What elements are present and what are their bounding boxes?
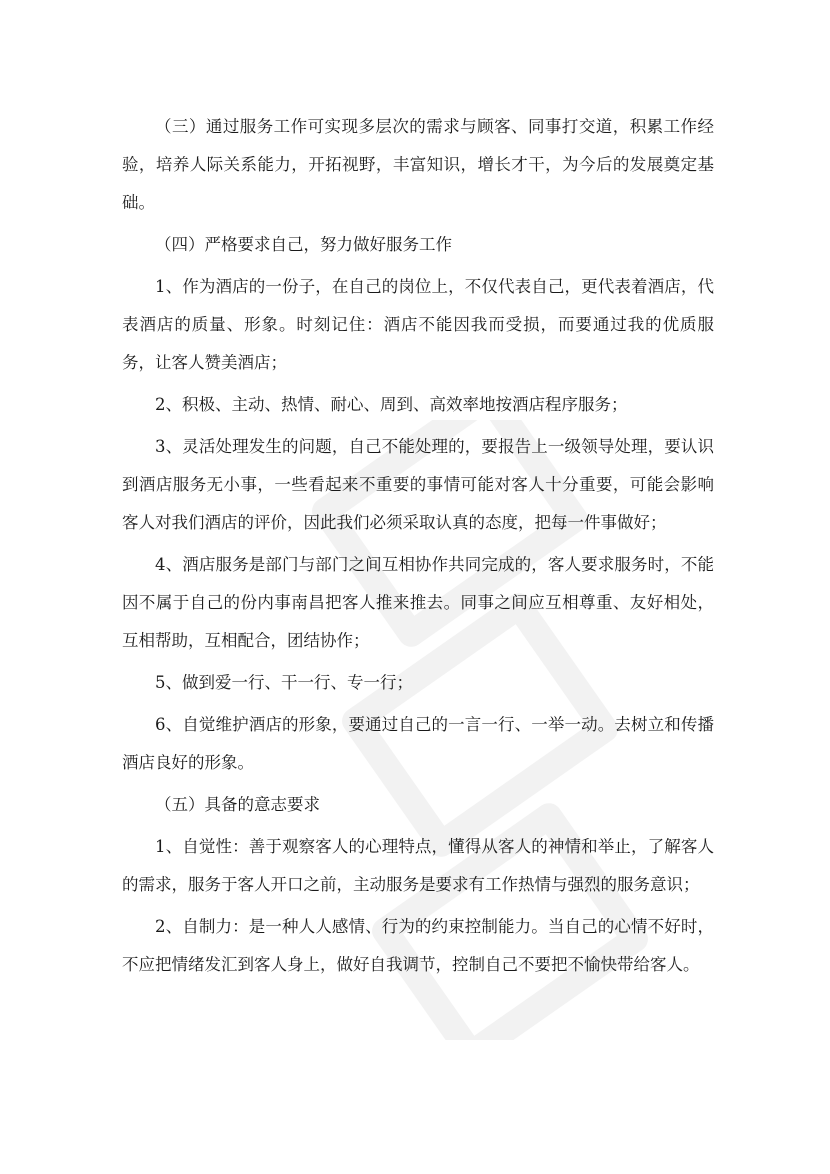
paragraph-item-1: 1、作为酒店的一份子，在自己的岗位上，不仅代表自己，更代表着酒店，代表酒店的质量、形象。时刻记住：酒店不能因我而受损，而要通过我的优质服务，让客人赞美酒店；: [122, 277, 714, 372]
document-body: [122, 108, 714, 988]
paragraph-will-2: 2、自制力：是一种人人感情、行为的约束控制能力。当自己的心情不好时，不应把情绪发汇到客人身上，做好自我调节，控制自己不要把不愉快带给客人。: [122, 917, 714, 974]
paragraph-item-5: 5、做到爱一行、干一行、专一行；: [155, 673, 413, 692]
paragraph-item-3: 3、灵活处理发生的问题，自己不能处理的，要报告上一级领导处理，要认识到酒店服务无小事，一些看起来不重要的事情可能对客人十分重要，可能会影响客人对我们酒店的评价，因此我们必须采取认真的态度，把每一件事做好；: [122, 437, 714, 532]
heading-section-5: （五）具备的意志要求: [155, 795, 320, 814]
paragraph-section-3: （三）通过服务工作可实现多层次的需求与顾客、同事打交道，积累工作经验，培养人际关系能力，开拓视野，丰富知识，增长才干，为今后的发展奠定基础。: [122, 117, 714, 212]
paragraph-item-2: 2、积极、主动、热情、耐心、周到、高效率地按酒店程序服务；: [155, 395, 628, 414]
heading-section-4: （四）严格要求自己，努力做好服务工作: [155, 235, 452, 254]
paragraph-will-1: 1、自觉性：善于观察客人的心理特点，懂得从客人的神情和举止，了解客人的需求，服务于客人开口之前，主动服务是要求有工作热情与强烈的服务意识；: [122, 837, 714, 894]
paragraph-item-6: 6、自觉维护酒店的形象，要通过自己的一言一行、一举一动。去树立和传播酒店良好的形象。: [122, 715, 714, 772]
paragraph-item-4: 4、酒店服务是部门与部门之间互相协作共同完成的，客人要求服务时，不能因不属于自己的份内事南昌把客人推来推去。同事之间应互相尊重、友好相处，互相帮助，互相配合，团结协作；: [122, 555, 714, 650]
